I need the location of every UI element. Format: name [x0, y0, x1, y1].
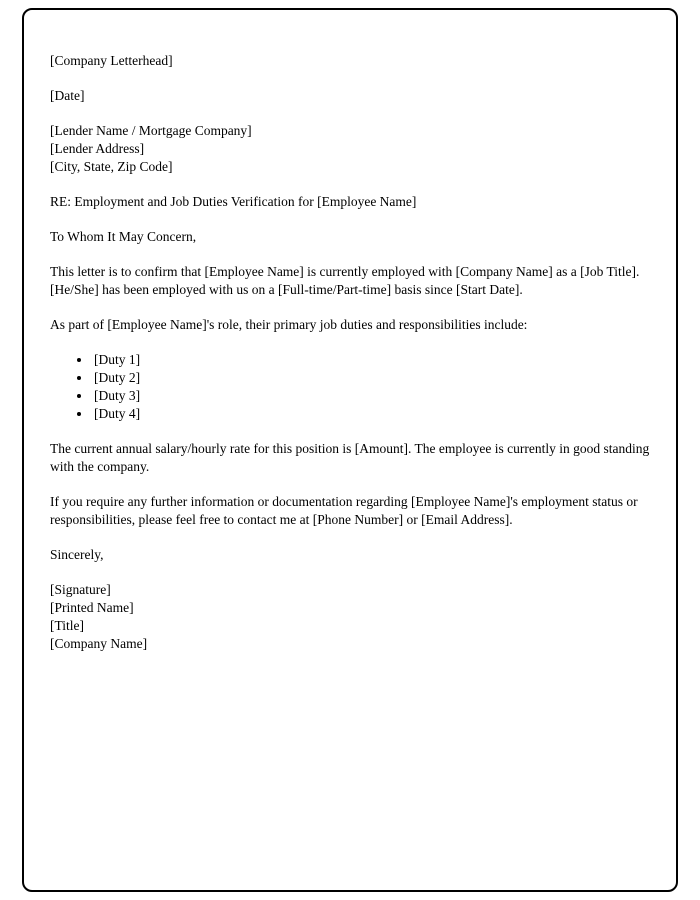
company-letterhead: [Company Letterhead]: [50, 53, 173, 68]
signature-block: [50, 581, 650, 653]
paragraph-contact: If you require any further information or documentation regarding [Employee Name]'s employment status or responsibilities, please feel free to contact me at [Phone Number] or [Email Address].: [50, 494, 638, 527]
paragraph-duties-intro: As part of [Employee Name]'s role, their primary job duties and responsibilities include:: [50, 317, 528, 332]
salutation: To Whom It May Concern,: [50, 229, 197, 244]
duty-item: • [Duty 3]: [92, 387, 650, 405]
recipient-city-state-zip: [City, State, Zip Code]: [50, 159, 173, 174]
paragraph-confirmation: This letter is to confirm that [Employee Name] is currently employed with [Company Name] as a [Job Title]. [He/She] has been employed with us on a [Full-time/Part-time] basis since [Start Date].: [50, 264, 640, 297]
signature-placeholder: [Signature]: [50, 582, 111, 597]
recipient-block: [50, 122, 650, 176]
closing: Sincerely,: [50, 547, 104, 562]
recipient-address: [Lender Address]: [50, 141, 145, 156]
duty-item: • [Duty 2]: [92, 369, 650, 387]
title-placeholder: [Title]: [50, 618, 85, 633]
duty-item: • [Duty 4]: [92, 405, 650, 423]
duties-list: [50, 351, 650, 423]
subject-line: RE: Employment and Job Duties Verification for [Employee Name]: [50, 194, 417, 209]
printed-name-placeholder: [Printed Name]: [50, 600, 134, 615]
paragraph-salary: The current annual salary/hourly rate for this position is [Amount]. The employee is currently in good standing with the company.: [50, 441, 650, 474]
date-line: [Date]: [50, 88, 85, 103]
letter-page: [22, 8, 678, 892]
duty-item: • [Duty 1]: [92, 351, 650, 369]
company-name-placeholder: [Company Name]: [50, 636, 148, 651]
recipient-name: [Lender Name / Mortgage Company]: [50, 123, 252, 138]
